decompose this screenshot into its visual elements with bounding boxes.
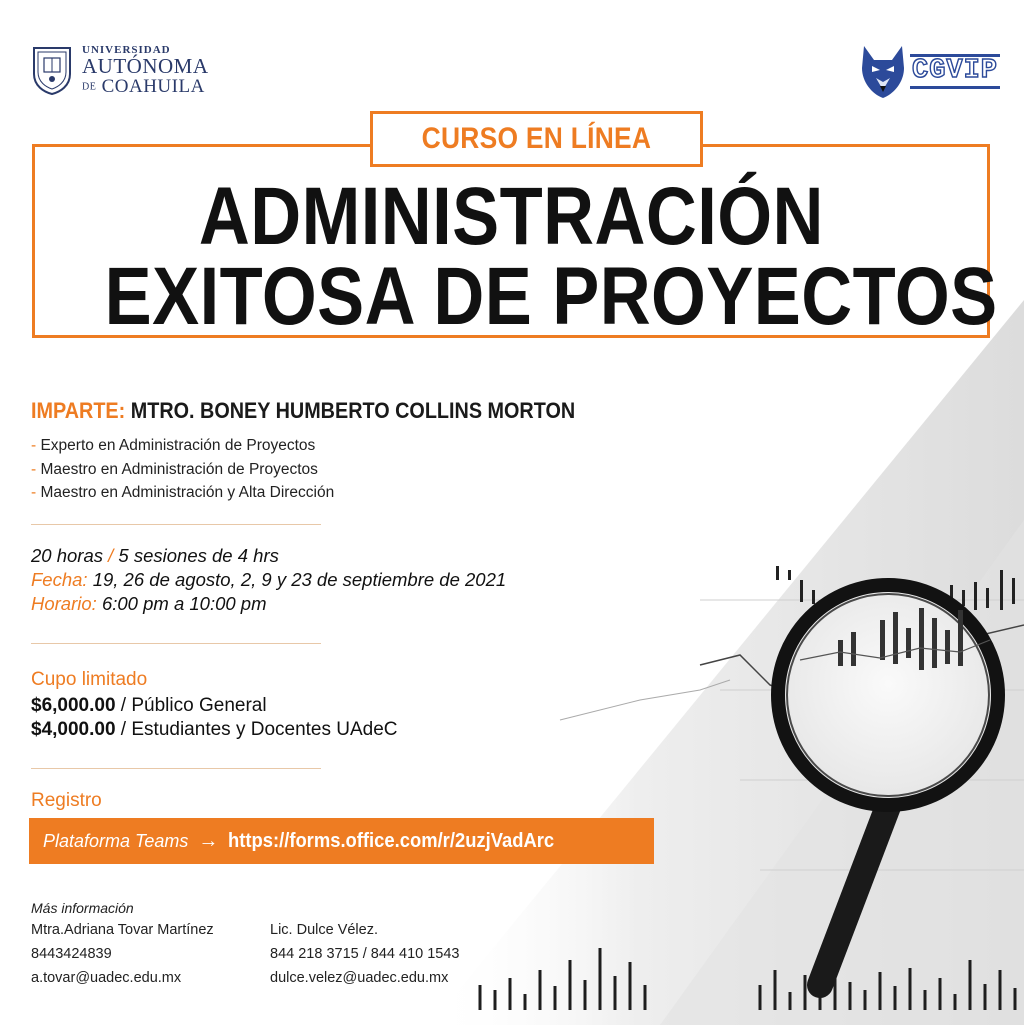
course-type-tag: [370, 111, 703, 167]
divider: [31, 768, 321, 769]
university-line-3-prefix: DE: [82, 81, 97, 93]
credential-item: - Experto en Administración de Proyectos: [31, 437, 316, 454]
schedule-time: [31, 592, 506, 616]
contact-name: Lic. Dulce Vélez.: [270, 922, 378, 938]
instructor-credentials: [31, 434, 334, 505]
schedule-hours: 20 horas: [31, 545, 103, 566]
date-value: 19, 26 de agosto, 2, 9 y 23 de septiembre de 2021: [92, 569, 507, 590]
schedule-block: [31, 544, 506, 616]
time-value: 6:00 pm a 10:00 pm: [101, 593, 267, 614]
price-audience: Público General: [131, 695, 267, 716]
university-line-2: AUTÓNOMA: [82, 53, 209, 78]
price-separator: /: [115, 719, 132, 740]
credential-item: - Maestro en Administración de Proyectos: [31, 460, 318, 478]
price-audience: Estudiantes y Docentes UAdeC: [131, 719, 398, 740]
cgvip-wordmark: CGVIP: [910, 54, 1000, 89]
contact-phone[interactable]: 844 218 3715 / 844 410 1543: [270, 946, 460, 962]
divider: [31, 524, 321, 525]
schedule-sessions: 5 sesiones de 4 hrs: [118, 545, 279, 566]
registration-platform: Plataforma Teams: [43, 830, 189, 851]
course-title-line-1-text: ADMINISTRACIÓN: [198, 171, 824, 262]
contact-name: Mtra.Adriana Tovar Martínez: [31, 922, 214, 938]
course-title-line-2-text: EXITOSA DE PROYECTOS: [104, 251, 998, 342]
schedule-date: [31, 568, 506, 592]
instructor-name: MTRO. BONEY HUMBERTO COLLINS MORTON: [130, 398, 576, 423]
university-name: [82, 45, 209, 96]
credential-text: Maestro en Administración de Proyectos: [40, 460, 318, 478]
registration-link[interactable]: https://forms.office.com/r/2uzjVadArc: [228, 829, 555, 852]
price-amount: $4,000.00: [31, 719, 116, 740]
contact-card: [31, 918, 214, 990]
price-item: [31, 718, 398, 742]
price-amount: $6,000.00: [31, 695, 116, 716]
university-line-3-name: COAHUILA: [101, 75, 205, 97]
schedule-separator: /: [108, 545, 114, 566]
wolf-icon: [858, 42, 908, 100]
course-type-label: CURSO EN LÍNEA: [421, 122, 652, 155]
contact-card: [270, 918, 459, 990]
university-crest-icon: [30, 44, 74, 96]
course-title-line-2: [32, 251, 998, 342]
registration-label: Registro: [31, 790, 102, 811]
cgvip-logo: [858, 42, 1000, 100]
instructor-label: IMPARTE:: [31, 398, 126, 423]
credential-item: - Maestro en Administración y Alta Dirección: [31, 484, 335, 501]
university-logo: [30, 44, 209, 96]
registration-bar[interactable]: [29, 818, 654, 864]
instructor-heading: [31, 398, 636, 424]
more-info-heading: Más información: [31, 900, 134, 916]
contact-email[interactable]: dulce.velez@uadec.edu.mx: [270, 970, 449, 986]
university-line-1: UNIVERSIDAD: [82, 43, 171, 56]
price-separator: /: [115, 695, 132, 716]
schedule-duration: [31, 544, 506, 568]
price-item: [31, 694, 398, 718]
divider: [31, 643, 321, 644]
contact-phone[interactable]: 8443424839: [31, 946, 112, 962]
price-list: [31, 694, 398, 742]
university-line-3: [82, 77, 209, 96]
time-label: Horario:: [31, 593, 97, 614]
credential-text: Maestro en Administración y Alta Dirección: [40, 484, 335, 501]
contact-email[interactable]: a.tovar@uadec.edu.mx: [31, 970, 182, 986]
date-label: Fecha:: [31, 569, 88, 590]
credential-text: Experto en Administración de Proyectos: [40, 437, 316, 454]
cupo-label: Cupo limitado: [31, 669, 148, 690]
arrow-right-icon: →: [198, 829, 219, 852]
course-title-line-1: [32, 171, 990, 262]
